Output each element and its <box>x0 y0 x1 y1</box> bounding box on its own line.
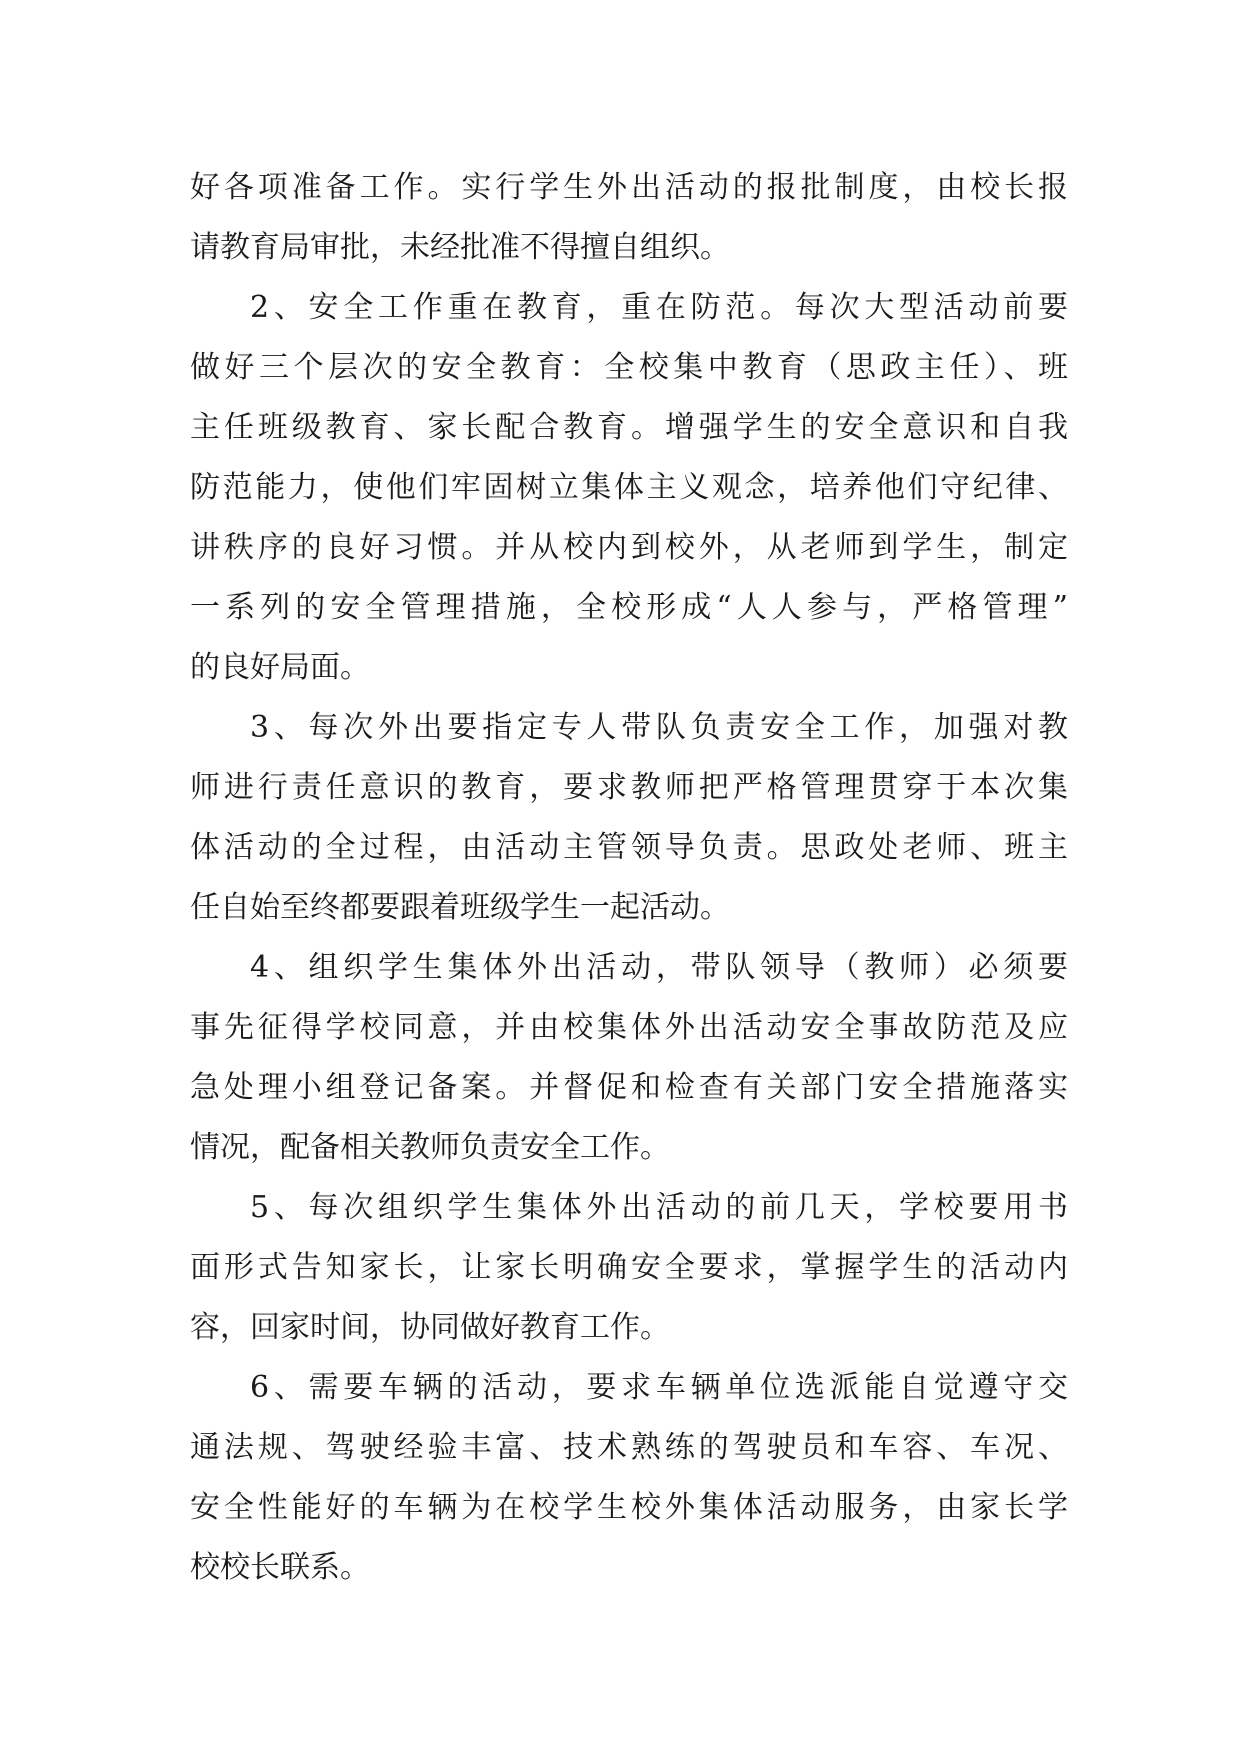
text-line: 情况，配备相关教师负责安全工作。 <box>190 1130 670 1165</box>
text-line: 急处理小组登记备案。并督促和检查有关部门安全措施落实 <box>190 1070 1068 1105</box>
text-line: 5、每次组织学生集体外出活动的前几天，学校要用书 <box>250 1190 1068 1225</box>
text-line: 一系列的安全管理措施，全校形成“人人参与，严格管理” <box>190 590 1068 625</box>
text-line: 防范能力，使他们牢固树立集体主义观念，培养他们守纪律、 <box>190 470 1068 505</box>
text-line: 任自始至终都要跟着班级学生一起活动。 <box>190 890 730 925</box>
text-line: 校校长联系。 <box>190 1550 370 1585</box>
text-line: 师进行责任意识的教育，要求教师把严格管理贯穿于本次集 <box>190 770 1068 805</box>
text-line: 的良好局面。 <box>190 650 370 685</box>
text-line: 主任班级教育、家长配合教育。增强学生的安全意识和自我 <box>190 410 1068 445</box>
text-line: 事先征得学校同意，并由校集体外出活动安全事故防范及应 <box>190 1010 1068 1045</box>
text-line: 4、组织学生集体外出活动，带队领导（教师）必须要 <box>250 950 1068 985</box>
text-line: 请教育局审批，未经批准不得擅自组织。 <box>190 230 730 265</box>
text-line: 3、每次外出要指定专人带队负责安全工作，加强对教 <box>250 710 1068 745</box>
text-line: 2、安全工作重在教育，重在防范。每次大型活动前要 <box>250 290 1068 325</box>
text-line: 容，回家时间，协同做好教育工作。 <box>190 1310 670 1345</box>
text-line: 通法规、驾驶经验丰富、技术熟练的驾驶员和车容、车况、 <box>190 1430 1068 1465</box>
text-line: 体活动的全过程，由活动主管领导负责。思政处老师、班主 <box>190 830 1068 865</box>
text-line: 6、需要车辆的活动，要求车辆单位选派能自觉遵守交 <box>250 1370 1068 1405</box>
text-line: 安全性能好的车辆为在校学生校外集体活动服务，由家长学 <box>190 1490 1068 1525</box>
text-line: 好各项准备工作。实行学生外出活动的报批制度，由校长报 <box>190 170 1068 205</box>
text-line: 面形式告知家长，让家长明确安全要求，掌握学生的活动内 <box>190 1250 1068 1285</box>
text-line: 讲秩序的良好习惯。并从校内到校外，从老师到学生，制定 <box>190 530 1068 565</box>
text-line: 做好三个层次的安全教育：全校集中教育（思政主任）、班 <box>190 350 1068 385</box>
document-body <box>190 158 1068 1598</box>
